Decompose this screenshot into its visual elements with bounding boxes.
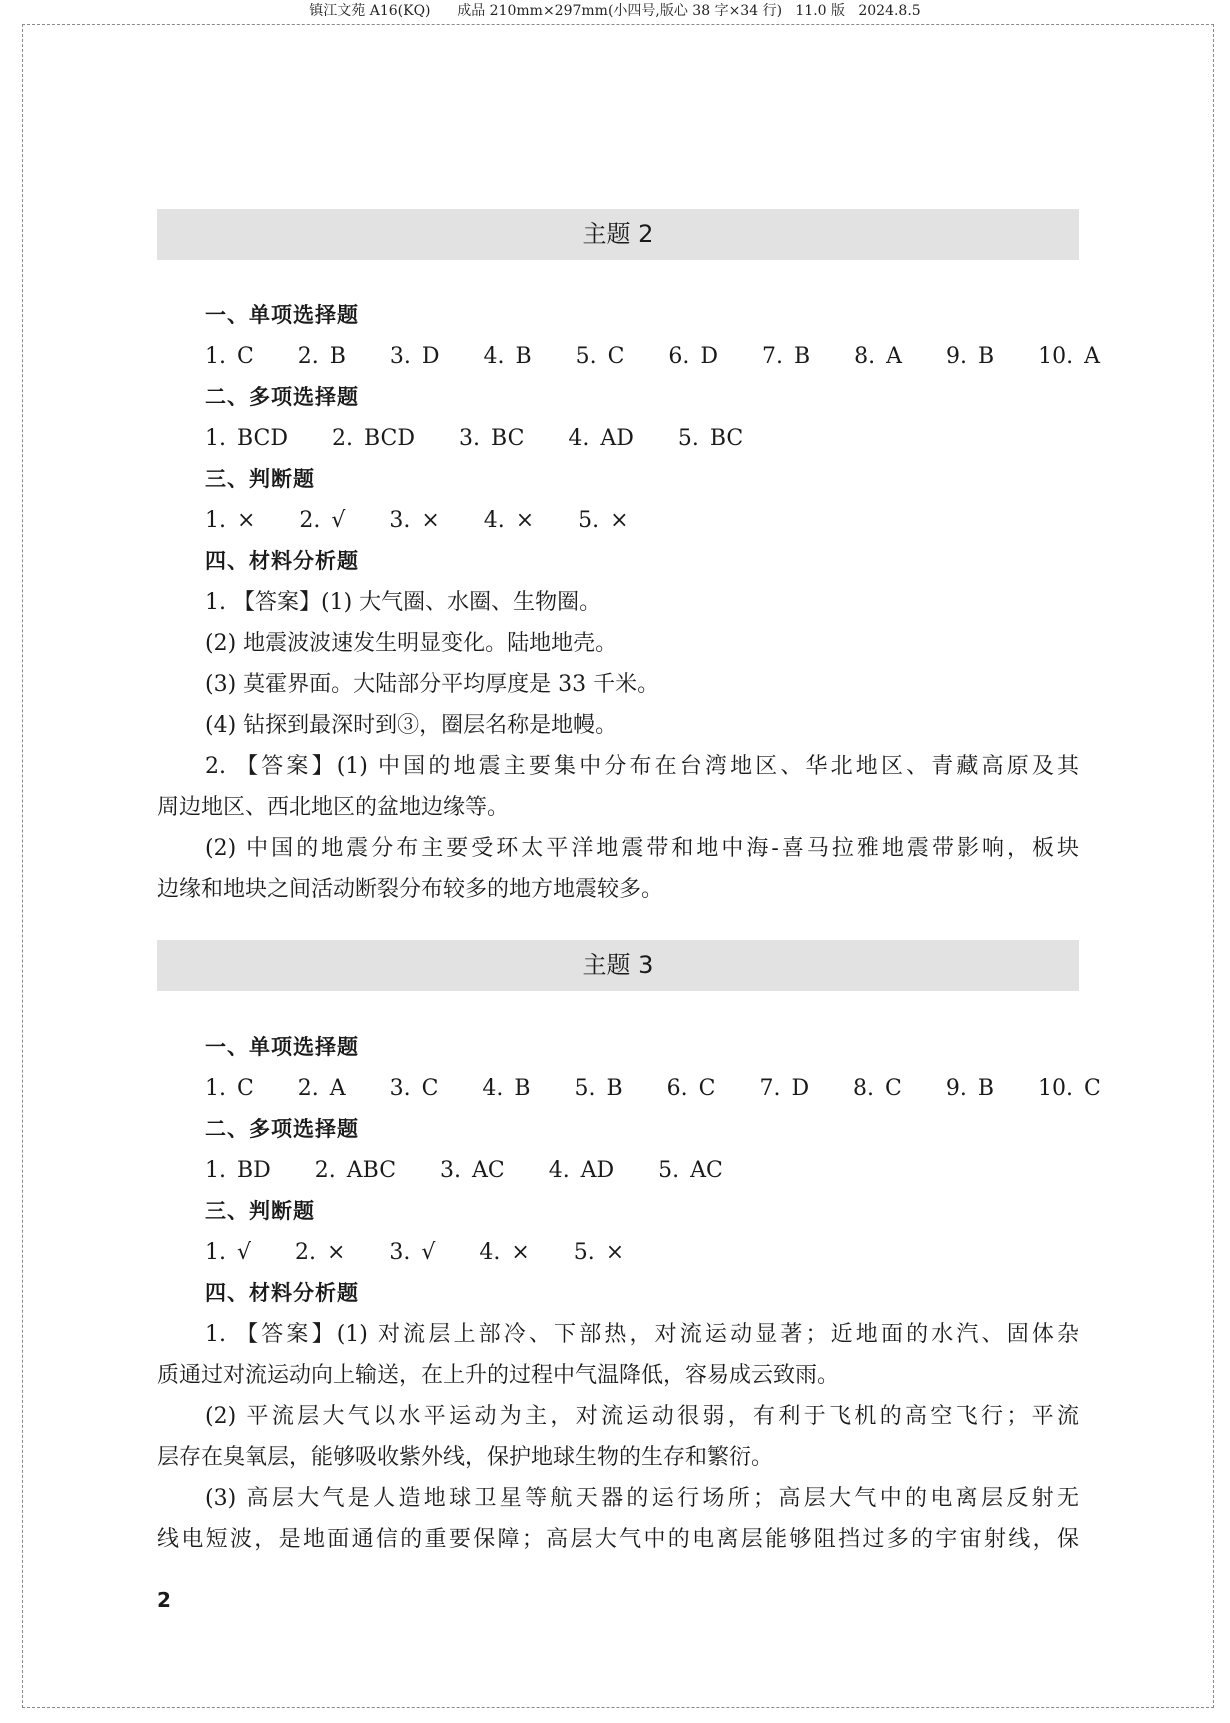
- answer-paragraph: (3) 莫霍界面。大陆部分平均厚度是 33 千米。: [205, 672, 660, 697]
- answer-paragraph: 线电短波，是地面通信的重要保障；高层大气中的电离层能够阻挡过多的宇宙射线，保: [157, 1527, 1079, 1552]
- answer-paragraph: 1. 【答案】(1) 大气圈、水圈、生物圈。: [205, 590, 602, 615]
- heading-multiple-choice: 二、多项选择题: [205, 1117, 359, 1141]
- print-header: 镇江文苑 A16(KQ) 成品 210mm×297mm(小四号,版心 38 字×34 行) 11.0 版 2024.8.5: [309, 3, 921, 19]
- heading-material-analysis: 四、材料分析题: [205, 1281, 359, 1305]
- answer-paragraph: 质通过对流运动向上输送，在上升的过程中气温降低，容易成云致雨。: [157, 1363, 840, 1388]
- answers-true-false: 1. √ 2. × 3. √ 4. × 5. ×: [205, 1240, 625, 1265]
- answers-true-false: 1. × 2. √ 3. × 4. × 5. ×: [205, 508, 629, 533]
- section-title-theme-2: 主题 2: [157, 209, 1079, 260]
- heading-single-choice: 一、单项选择题: [205, 1035, 359, 1059]
- answer-paragraph: (2) 平流层大气以水平运动为主，对流运动很弱，有利于飞机的高空飞行；平流: [205, 1404, 1079, 1429]
- section-content-theme-3: [157, 1027, 1101, 1560]
- answer-paragraph: 1. 【答案】(1) 对流层上部冷、下部热，对流运动显著；近地面的水汽、固体杂: [205, 1322, 1079, 1347]
- answer-paragraph: (3) 高层大气是人造地球卫星等航天器的运行场所；高层大气中的电离层反射无: [205, 1486, 1079, 1511]
- answer-paragraph: 周边地区、西北地区的盆地边缘等。: [157, 795, 510, 820]
- answers-multiple-choice: 1. BCD 2. BCD 3. BC 4. AD 5. BC: [205, 426, 744, 451]
- heading-true-false: 三、判断题: [205, 467, 315, 491]
- answer-paragraph: (2) 中国的地震分布主要受环太平洋地震带和地中海-喜马拉雅地震带影响，板块: [205, 836, 1079, 861]
- answer-paragraph: (2) 地震波波速发生明显变化。陆地地壳。: [205, 631, 618, 656]
- answers-single-choice: 1. C 2. B 3. D 4. B 5. C 6. D 7. B 8. A 9. B 10. A: [205, 344, 1100, 369]
- section-title-theme-3: 主题 3: [157, 940, 1079, 991]
- heading-material-analysis: 四、材料分析题: [205, 549, 359, 573]
- section-content-theme-2: [157, 295, 1100, 910]
- page-number: 2: [157, 1588, 171, 1612]
- answers-multiple-choice: 1. BD 2. ABC 3. AC 4. AD 5. AC: [205, 1158, 723, 1183]
- answer-paragraph: (4) 钻探到最深时到③，圈层名称是地幔。: [205, 713, 618, 738]
- heading-true-false: 三、判断题: [205, 1199, 315, 1223]
- heading-single-choice: 一、单项选择题: [205, 303, 359, 327]
- answers-single-choice: 1. C 2. A 3. C 4. B 5. B 6. C 7. D 8. C 9. B 10. C: [205, 1076, 1101, 1101]
- heading-multiple-choice: 二、多项选择题: [205, 385, 359, 409]
- answer-paragraph: 边缘和地块之间活动断裂分布较多的地方地震较多。: [157, 877, 664, 902]
- answer-paragraph: 2. 【答案】(1) 中国的地震主要集中分布在台湾地区、华北地区、青藏高原及其: [205, 754, 1079, 779]
- answer-paragraph: 层存在臭氧层，能够吸收紫外线，保护地球生物的生存和繁衍。: [157, 1445, 774, 1470]
